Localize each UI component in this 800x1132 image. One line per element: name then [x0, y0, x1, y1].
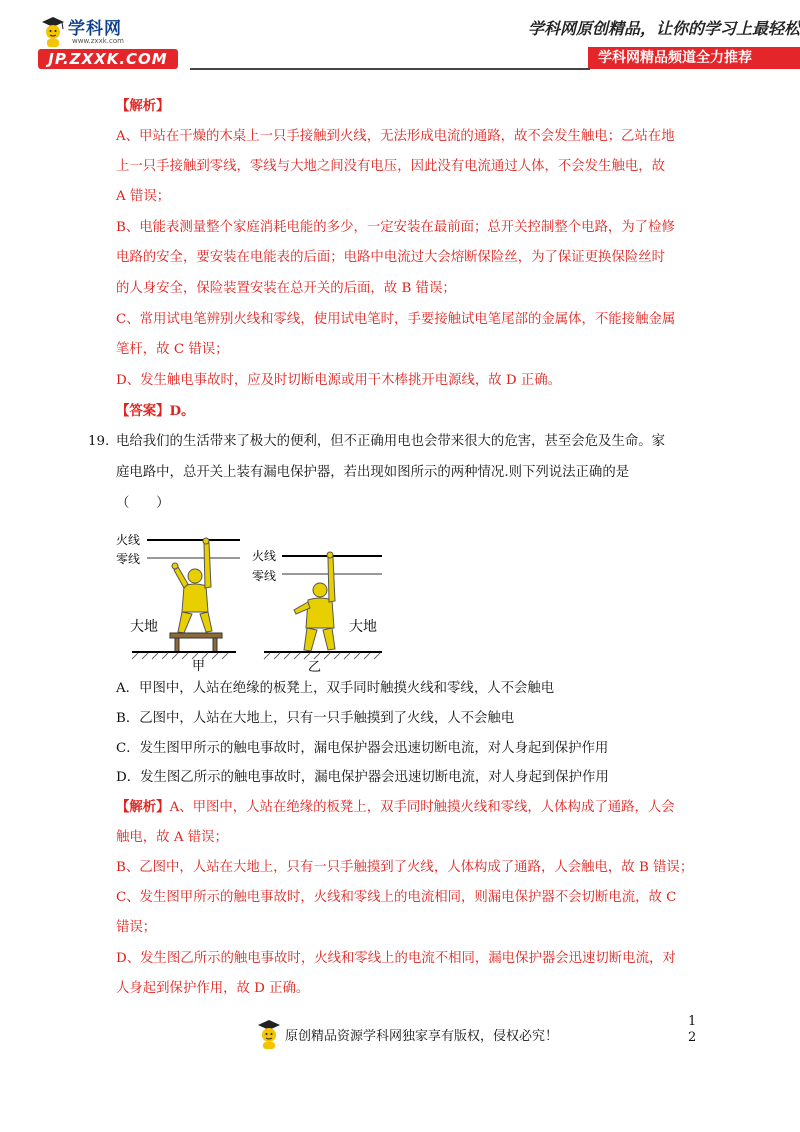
right-ground-label: 大地: [349, 619, 377, 635]
right-live-label: 火线: [252, 549, 277, 563]
electric-shock-figure: [112, 532, 402, 672]
left-ground-hatch: [132, 653, 228, 659]
logo-url: www.zxxk.com: [72, 37, 124, 45]
analysis-line: D、发生触电事故时，应及时切断电源或用干木棒挑开电源线，故 D 正确。: [116, 373, 562, 388]
mascot-icon: [255, 1018, 283, 1050]
person-on-stool-icon: [172, 538, 212, 633]
mascot-icon: [38, 14, 68, 48]
header-slogan-band: 学科网精品频道全力推荐: [588, 47, 800, 69]
analysis-tag: 【解析】: [116, 98, 170, 114]
answer-line: 【答案】D。: [116, 403, 195, 419]
question-stem: 庭电路中，总开关上装有漏电保护器，若出现如图所示的两种情况.则下列说法正确的是: [116, 465, 630, 480]
analysis-line: 的人身安全，保险装置安装在总开关的后面，故 B 错误；: [116, 281, 456, 296]
left-neutral-label: 零线: [116, 552, 141, 566]
analysis-line: D、发生图乙所示的触电事故时，火线和零线上的电流不相同，漏电保护器会迅速切断电流，对: [116, 951, 676, 966]
analysis-line: 触电，故 A 错误；: [116, 830, 228, 845]
question-number: 19.: [88, 434, 110, 449]
left-ground-label: 大地: [130, 619, 158, 635]
question-stem: 电给我们的生活带来了极大的便利，但不正确用电也会带来很大的危害，甚至会危及生命。家: [116, 434, 666, 449]
analysis-line: 错误；: [116, 920, 157, 935]
logo-name: 学科网: [68, 19, 122, 39]
analysis-tag: 【解析】: [116, 799, 170, 815]
analysis-line: C、发生图甲所示的触电事故时，火线和零线上的电流相同，则漏电保护器不会切断电流，故 C: [116, 890, 677, 905]
right-ground-hatch: [264, 653, 380, 659]
right-neutral-label: 零线: [252, 569, 277, 583]
option-a: A．甲图中，人站在绝缘的板凳上，双手同时触摸火线和零线，人不会触电: [116, 681, 555, 696]
analysis-line: 电路的安全，要安装在电能表的后面；电路中电流过大会熔断保险丝，为了保证更换保险丝时: [116, 250, 666, 265]
page-header: [0, 0, 800, 80]
logo-band[interactable]: JP.ZXXK.COM: [38, 49, 178, 69]
header-divider: [190, 68, 590, 70]
analysis-line: 人身起到保护作用，故 D 正确。: [116, 981, 310, 996]
analysis-line: C、常用试电笔辨别火线和零线，使用试电笔时，手要接触试电笔尾部的金属体，不能接触金属: [116, 312, 676, 327]
analysis-first-line: [116, 797, 675, 818]
option-c: C．发生图甲所示的触电事故时，漏电保护器会迅速切断电流，对人身起到保护作用: [116, 741, 609, 756]
stool-icon: [170, 633, 222, 652]
analysis-line: 笔杆，故 C 错误；: [116, 342, 229, 357]
header-slogan: 学科网原创精品，让你的学习上最轻松: [527, 19, 800, 38]
analysis-line: 上一只手接触到零线，零线与大地之间没有电压，因此没有电流通过人体，不会发生触电，故: [116, 159, 666, 174]
analysis-line: B、乙图中，人站在大地上，只有一只手触摸到了火线，人体构成了通路，人会触电，故 B 错误；: [116, 860, 694, 875]
answer-blank: （ ）: [116, 496, 170, 511]
analysis-line: B、电能表测量整个家庭消耗电能的多少，一定安装在最前面；总开关控制整个电路，为了检修: [116, 220, 675, 235]
page-number-bottom: 2: [688, 1030, 697, 1045]
person-standing-icon: [294, 552, 335, 651]
option-b: B．乙图中，人站在大地上，只有一只手触摸到了火线，人不会触电: [116, 711, 515, 726]
analysis-text: A、甲图中，人站在绝缘的板凳上，双手同时触摸火线和零线，人体构成了通路，人会: [169, 800, 675, 815]
footer-copyright: 原创精品资源学科网独家享有版权，侵权必究！: [285, 1029, 559, 1044]
site-logo[interactable]: [38, 14, 188, 48]
right-caption: 乙: [308, 660, 322, 672]
analysis-line: A、甲站在干燥的木桌上一只手接触到火线，无法形成电流的通路，故不会发生触电；乙站在地: [116, 129, 675, 144]
page-number-top: 1: [688, 1014, 697, 1029]
left-caption: 甲: [192, 659, 206, 672]
left-live-label: 火线: [116, 533, 141, 547]
option-d: D．发生图乙所示的触电事故时，漏电保护器会迅速切断电流，对人身起到保护作用: [116, 770, 609, 785]
analysis-line: A 错误；: [116, 189, 171, 204]
